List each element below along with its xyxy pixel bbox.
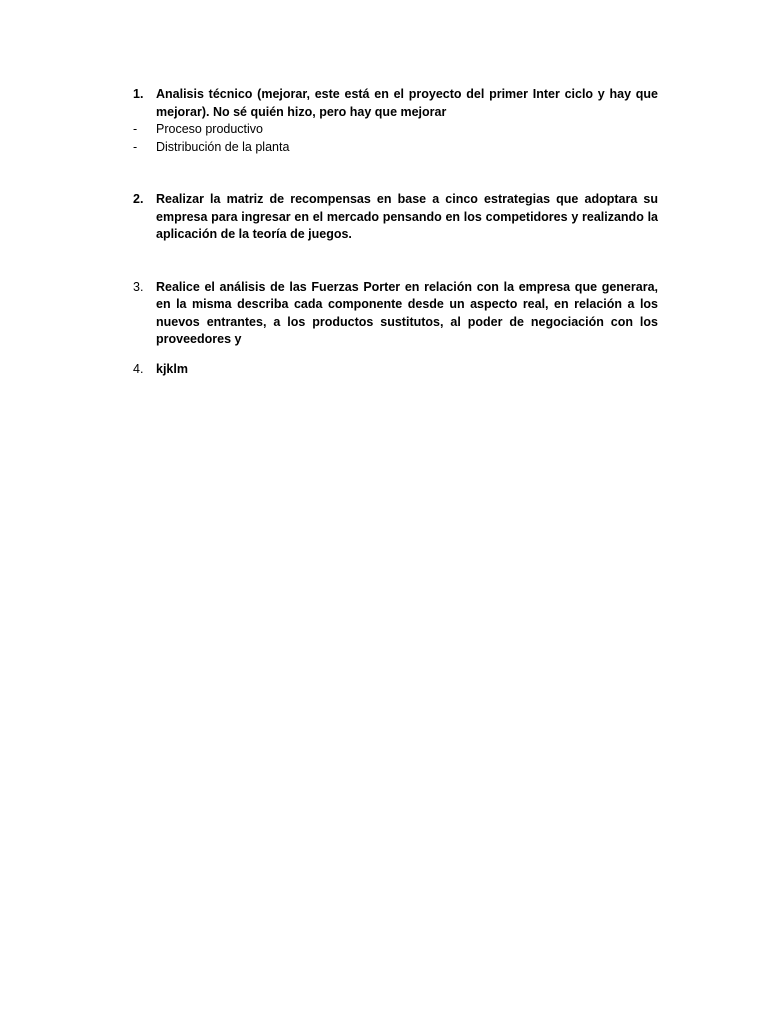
list-item-number: 3. xyxy=(133,279,144,294)
list-item-number: 2. xyxy=(133,192,144,206)
spacer xyxy=(131,349,658,361)
spacer xyxy=(131,156,658,191)
list-item-number: 1. xyxy=(133,87,144,101)
sub-list-bullet: - xyxy=(133,139,138,154)
list-item-4 xyxy=(131,361,658,379)
list-item-1 xyxy=(131,86,658,121)
list-item-text: Analisis técnico (mejorar, este está en el proyecto del primer Inter ciclo y hay que mejorar). No sé quién hizo, pero hay que mejorar xyxy=(156,87,658,119)
list-item-text: Realice el análisis de las Fuerzas Porter en relación con la empresa que generara, en la misma describa cada componente desde un aspecto real, en relación a los nuevos entrantes, a los productos sustitutos, al poder de negociación con los proveedores y xyxy=(156,279,658,346)
list-item-text: Realizar la matriz de recompensas en base a cinco estrategias que adoptara su empresa para ingresar en el mercado pensando en los competidores y realizando la aplicación de la teoría de juegos. xyxy=(156,192,658,241)
sub-list-text: Proceso productivo xyxy=(156,122,264,136)
list-item-number: 4. xyxy=(133,361,144,376)
document-body xyxy=(131,86,658,378)
spacer xyxy=(131,244,658,279)
list-item-2 xyxy=(131,191,658,244)
sub-list-item-1 xyxy=(131,121,658,139)
list-item-3 xyxy=(131,279,658,349)
sub-list-item-2 xyxy=(131,139,658,157)
sub-list-text: Distribución de la planta xyxy=(156,139,290,154)
list-item-text: kjklm xyxy=(156,361,188,376)
sub-list-bullet: - xyxy=(133,122,138,136)
